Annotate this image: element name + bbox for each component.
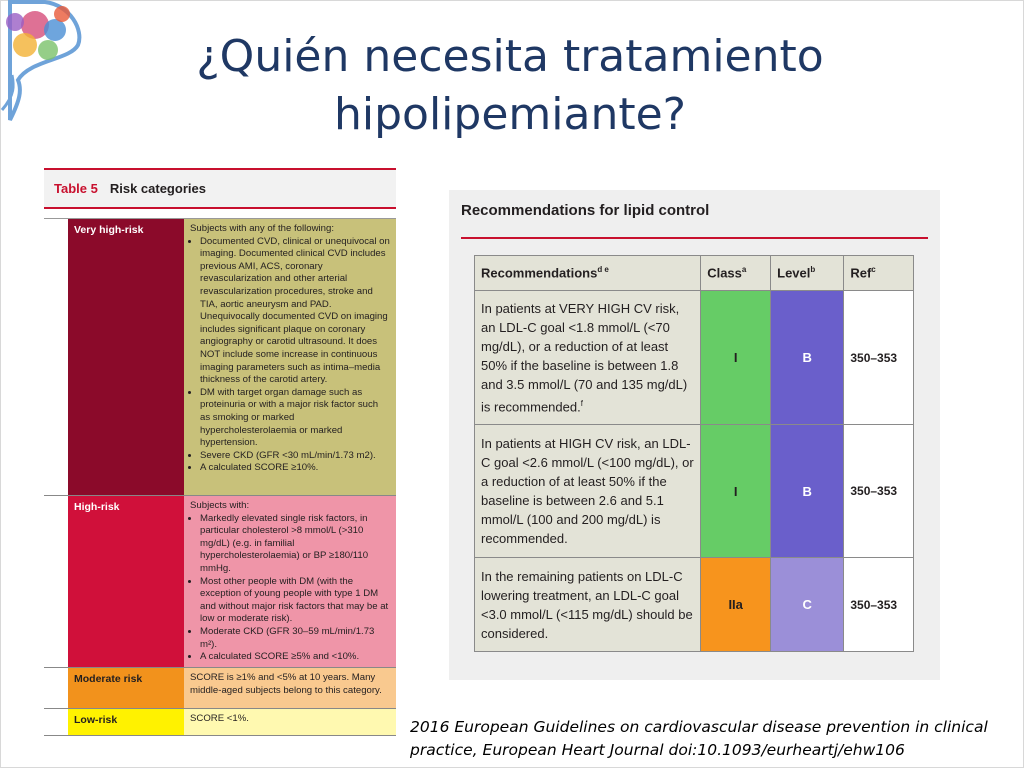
level-cell: B: [771, 425, 844, 558]
recommendation-text: In the remaining patients on LDL-C lowering treatment, an LDL-C goal <3.0 mmol/L (<115 mg/dL) should be considered.: [475, 558, 701, 652]
risk-category-description: [184, 668, 396, 708]
recommendation-text: In patients at HIGH CV risk, an LDL-C goal <2.6 mmol/L (<100 mg/dL), or a reduction of at least 50% if the baseline is between 2.6 and 5.1 mmol/L (100 and 200 mg/dL) is recommended.: [475, 425, 701, 558]
risk-categories-table: [44, 168, 396, 731]
risk-table-name: Risk categories: [109, 181, 206, 196]
risk-category-description: [184, 219, 396, 495]
brain-head-logo-icon: [0, 0, 95, 125]
risk-row-low: [44, 709, 396, 736]
ref-cell: 350–353: [844, 558, 914, 652]
risk-category-label: High-risk: [68, 496, 184, 667]
risk-item: • Documented CVD, clinical or unequivocal on imaging. Documented clinical CVD includes previous AMI, ACS, coronary revascularization and other arterial revascularization procedures, stroke and TIA, aortic aneurysm and PAD. Unequivocally documented CVD on imaging includes significant plaque on coronary angiography or carotid ultrasound. It does NOT include some increase in continuous imaging parameters such as intima–media thickness of the carotid artery.: [200, 236, 390, 387]
risk-row-very-high: [44, 219, 396, 496]
risk-table-label: Table 5: [54, 181, 98, 196]
risk-category-label: Very high-risk: [68, 219, 184, 495]
risk-item: • Most other people with DM (with the exception of young people with type 1 DM and without major risk factors that may be at low or moderate risk).: [200, 576, 390, 626]
level-cell: C: [771, 558, 844, 652]
risk-lead-text: Subjects with:: [190, 500, 250, 511]
risk-category-description: [184, 709, 396, 735]
class-cell: I: [701, 425, 771, 558]
class-cell: I: [701, 291, 771, 425]
risk-lead-text: SCORE <1%.: [190, 713, 249, 724]
recommendation-text: In patients at VERY HIGH CV risk, an LDL-C goal <1.8 mmol/L (<70 mg/dL), or a reduction of at least 50% if the baseline is between 1.8 and 3.5 mmol/L (70 and 135 mg/dL) is recommended.$^f$: [475, 291, 701, 425]
header-ref: Ref$^c$: [844, 256, 914, 291]
risk-row-moderate: [44, 668, 396, 709]
risk-lead-text: SCORE is ≥1% and <5% at 10 years. Many middle-aged subjects belong to this category.: [190, 672, 382, 696]
risk-row-high: [44, 496, 396, 668]
header-class: Class$^a$: [701, 256, 771, 291]
risk-table-header: [44, 168, 396, 209]
recommendations-title: Recommendations for lipid control: [461, 202, 710, 219]
risk-category-label: Low-risk: [68, 709, 184, 735]
risk-item: • DM with target organ damage such as proteinuria or with a major risk factor such as smoking or marked hypercholesterolaemia or marked hypertension.: [200, 387, 390, 450]
header-recommendations: Recommendations$^{d e}$: [475, 256, 701, 291]
risk-category-description: [184, 496, 396, 667]
risk-table-body: [44, 218, 396, 736]
risk-item: • A calculated SCORE ≥5% and <10%.: [200, 651, 390, 664]
slide-title: ¿Quién necesita tratamiento hipolipemiante?: [196, 31, 824, 140]
header-level: Level$^b$: [771, 256, 844, 291]
lipid-recommendations-box: [449, 190, 940, 680]
recommendations-table: [474, 255, 914, 652]
risk-item: • Severe CKD (GFR <30 mL/min/1.73 m2).: [200, 450, 390, 463]
class-cell: IIa: [701, 558, 771, 652]
risk-item: • Markedly elevated single risk factors, in particular cholesterol >8 mmol/L (>310 mg/dL) (e.g. in familial hypercholesterolaemia) or BP ≥180/110 mmHg.: [200, 513, 390, 576]
ref-cell: 350–353: [844, 291, 914, 425]
table-row: [475, 558, 914, 652]
ref-cell: 350–353: [844, 425, 914, 558]
table-row: [475, 425, 914, 558]
risk-category-label: Moderate risk: [68, 668, 184, 708]
table-header-row: [475, 256, 914, 291]
risk-item: • A calculated SCORE ≥10%.: [200, 462, 390, 475]
risk-item: • Moderate CKD (GFR 30–59 mL/min/1.73 m²).: [200, 626, 390, 651]
title-divider: [461, 237, 928, 239]
level-cell: B: [771, 291, 844, 425]
table-row: [475, 291, 914, 425]
citation-text: 2016 European Guidelines on cardiovascular disease prevention in clinical practice, European Heart Journal doi:10.1093/eurheartj/ehw106: [410, 718, 988, 759]
risk-lead-text: Subjects with any of the following:: [190, 223, 334, 234]
